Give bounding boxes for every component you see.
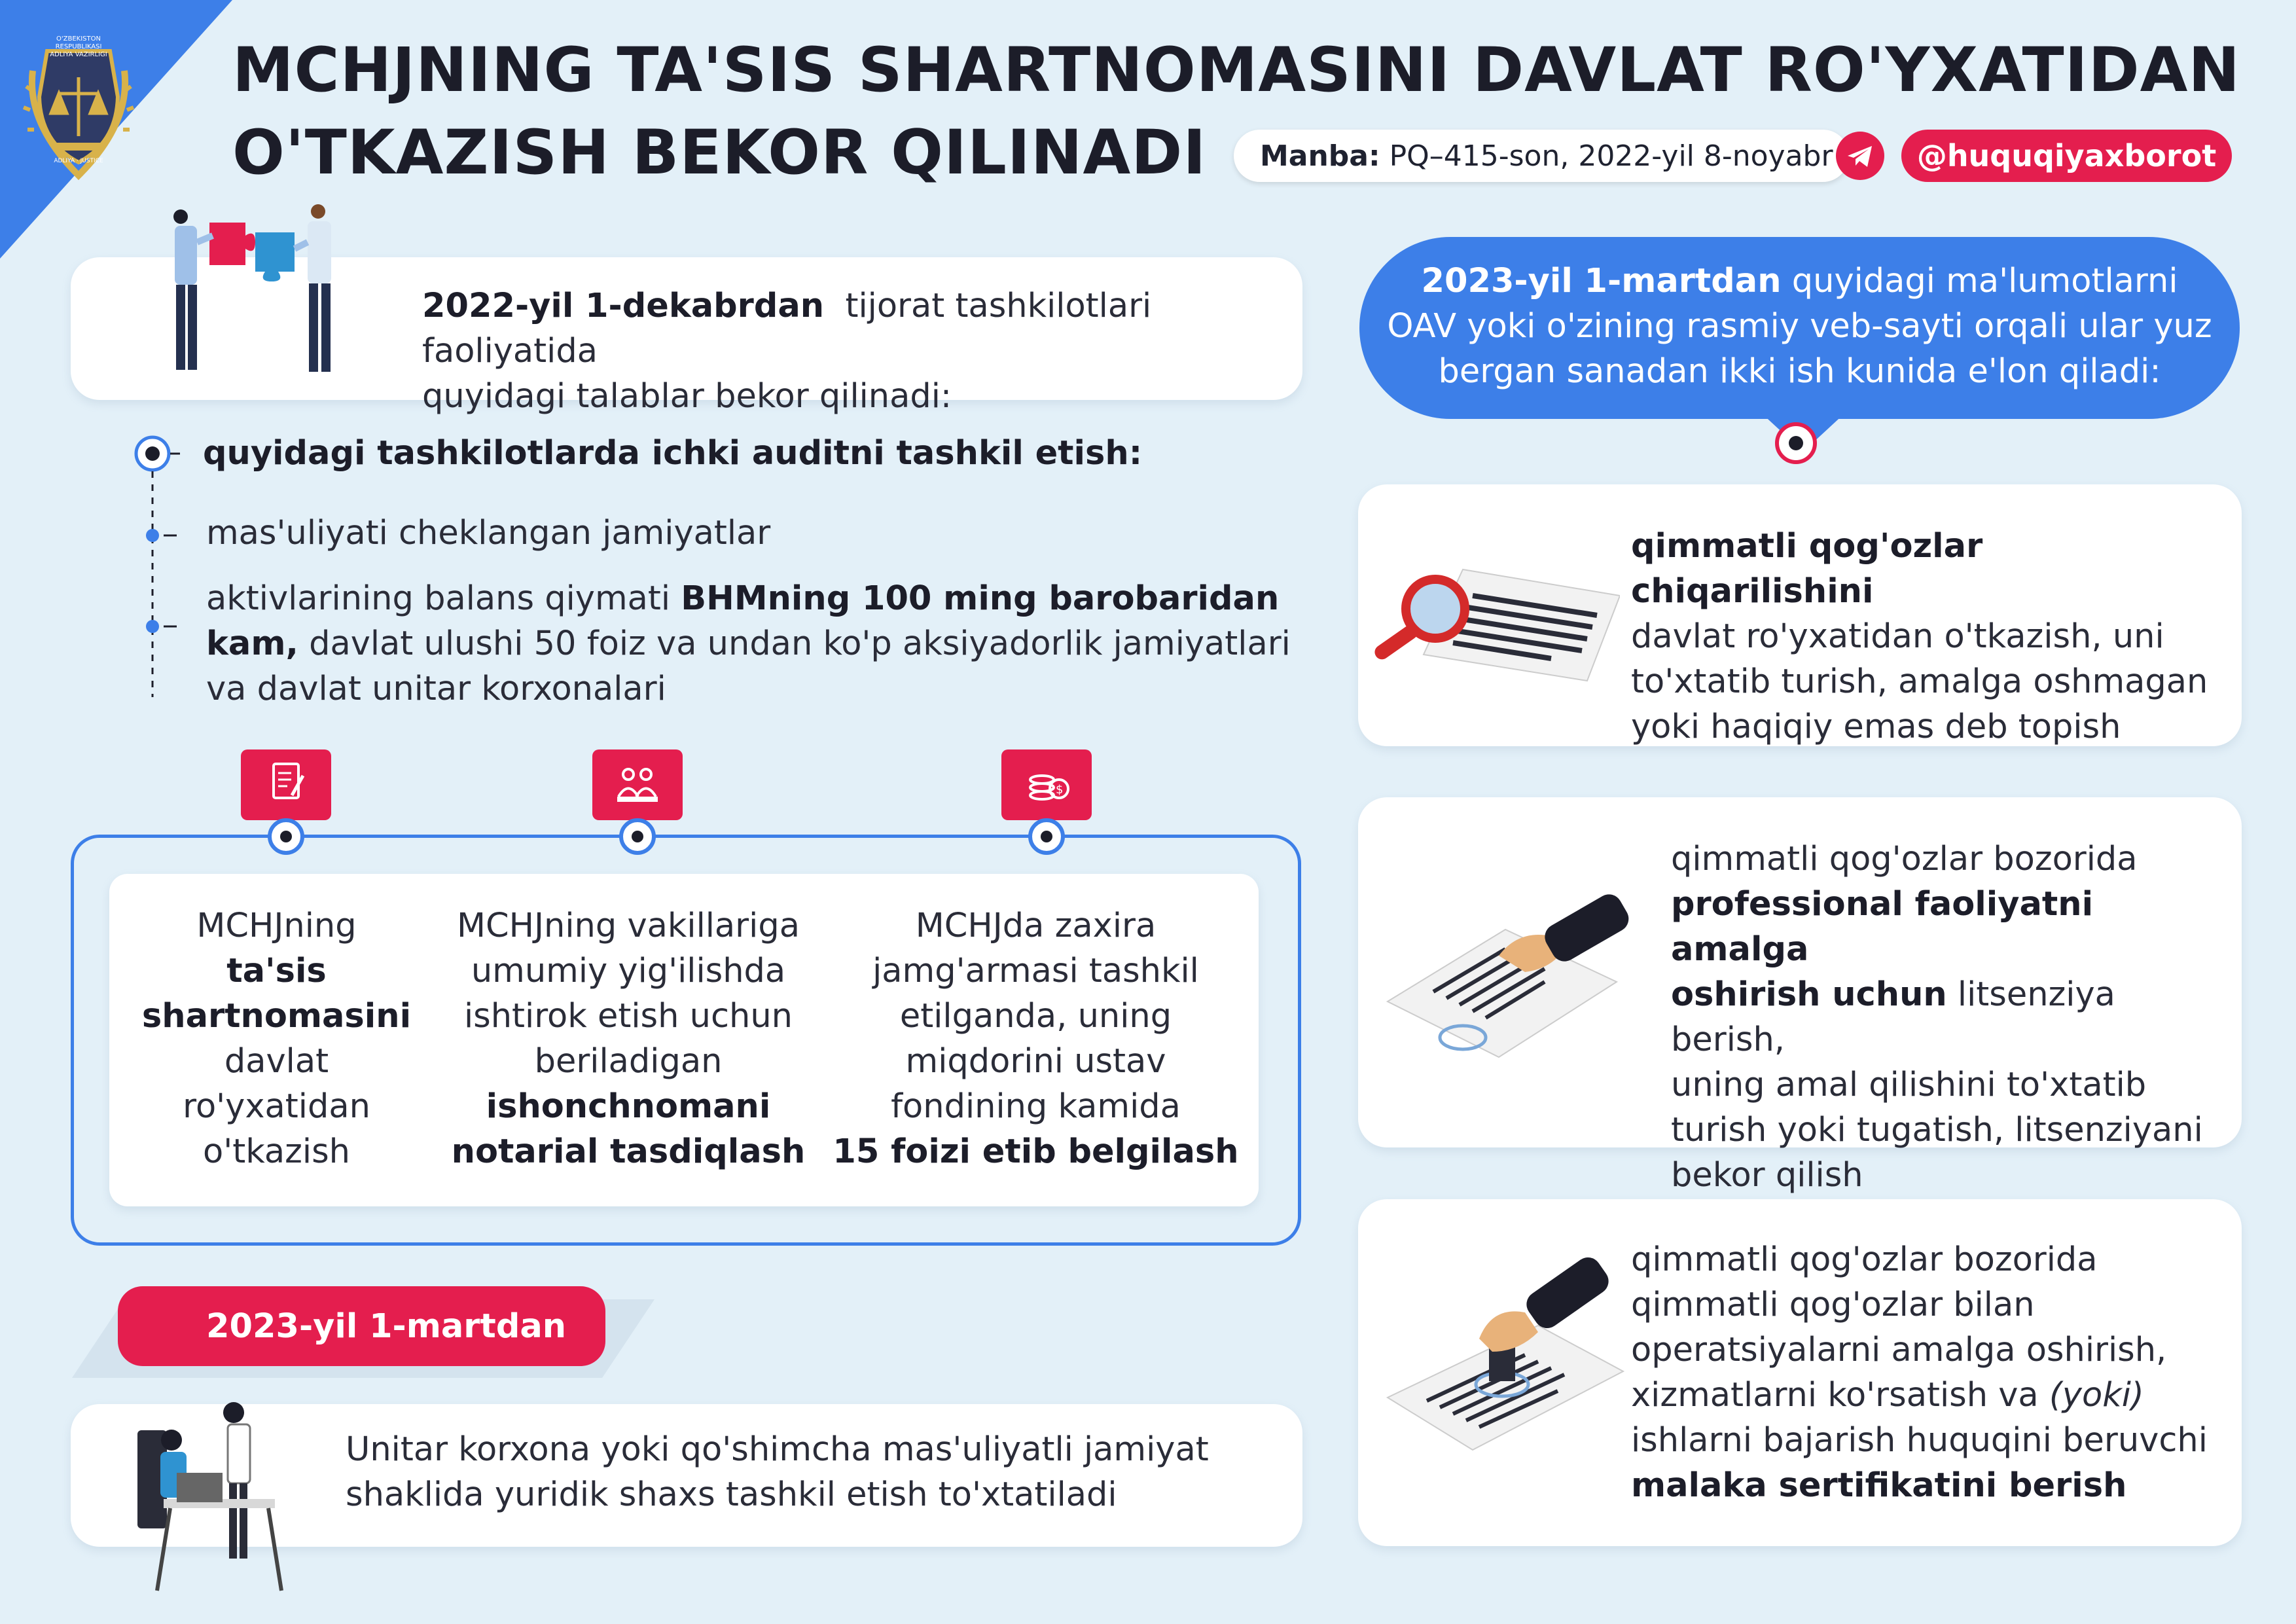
handshake-document-illustration	[1374, 884, 1649, 1093]
card3-l5: ishlarni bajarish huquqini beruvchi	[1631, 1421, 2208, 1460]
col2-l3: ishtirok etish uchun	[463, 997, 793, 1036]
audit-item2-bold-b: kam,	[206, 624, 298, 663]
magnifier-document-illustration	[1358, 543, 1620, 694]
column-1-text	[131, 903, 422, 1174]
card3-l1: qimmatli qog'ozlar bozorida	[1631, 1240, 2098, 1279]
card1-l3: yoki haqiqiy emas deb topish	[1631, 708, 2121, 746]
column-marker-3	[1028, 818, 1065, 855]
intro-text-a: tijorat tashkilotlari faoliyatida	[422, 287, 1152, 370]
bubble-c: bergan sanadan ikki ish kunida e'lon qiladi:	[1438, 352, 2161, 391]
col1-l1: MCHJning	[196, 907, 357, 945]
audit-heading: quyidagi tashkilotlarda ichki auditni tashkil etish:	[203, 434, 1143, 473]
channel-badge[interactable]	[1901, 130, 2232, 182]
audit-item2-pre: aktivlarining balans qiymati	[206, 579, 671, 618]
col2-l4: beriladigan	[534, 1042, 723, 1081]
col3-l2: jamg'armasi tashkil	[872, 952, 1199, 990]
logo-text-2: ADLIYA VAZIRLIGI	[50, 51, 107, 58]
card1-l2: to'xtatib turish, amalga oshmagan	[1631, 662, 2208, 701]
unitar-text-a: Unitar korxona yoki qo'shimcha mas'uliyatli jamiyat	[346, 1430, 1209, 1469]
card2-b2: oshirish uchun	[1671, 975, 1947, 1014]
col2-b2: notarial tasdiqlash	[451, 1132, 806, 1171]
stamp-document-illustration	[1361, 1254, 1643, 1476]
col3-l4: miqdorini ustav	[905, 1042, 1166, 1081]
card3-l2: qimmatli qog'ozlar bilan	[1631, 1286, 2035, 1324]
col1-l2: davlat	[224, 1042, 329, 1081]
card2-l2: litsenziya berish,	[1671, 975, 2115, 1059]
audit-timeline	[131, 435, 196, 704]
telegram-icon[interactable]	[1836, 132, 1884, 180]
card2-l5: bekor qilish	[1671, 1156, 1863, 1195]
title-line-1: MCHJNING TA'SIS SHARTNOMASINI DAVLAT RO'YXATIDAN	[232, 35, 2241, 106]
march-label-text: 2023-yil 1-martdan	[206, 1307, 567, 1346]
card2-l3: uning amal qilishini to'xtatib	[1671, 1066, 2147, 1104]
card3-i1: (yoki)	[2049, 1376, 2144, 1415]
intro-date: 2022-yil 1-dekabrdan	[422, 287, 825, 325]
card3-l4: xizmatlarni ko'rsatish va	[1631, 1376, 2039, 1415]
card3-l3: operatsiyalarni amalga oshirish,	[1631, 1331, 2167, 1369]
bubble-pointer-dot	[1775, 422, 1817, 464]
ministry-logo	[20, 31, 137, 182]
card1-b1: qimmatli qog'ozlar chiqarilishini	[1631, 527, 1983, 611]
card2-l1: qimmatli qog'ozlar bozorida	[1671, 840, 2138, 878]
card1-text	[1631, 524, 2233, 749]
card2-l4: turish yoki tugatish, litsenziyani	[1671, 1111, 2203, 1149]
column-2-text	[432, 903, 825, 1174]
svg-text:$: $	[1056, 783, 1064, 797]
col2-l1: MCHJning vakillariga	[457, 907, 800, 945]
puzzle-people-illustration	[147, 196, 363, 383]
col2-l2: umumiy yig'ilishda	[471, 952, 786, 990]
col2-b1: ishonchnomani	[486, 1087, 771, 1126]
channel-handle: @huquqiyaxborot	[1916, 138, 2217, 173]
audit-item-1: mas'uliyati cheklangan jamiyatlar	[206, 514, 771, 552]
bubble-text	[1359, 259, 2240, 394]
audit-item2-rest-a: davlat ulushi 50 foiz va undan ko'p aksiyadorlik jamiyatlari	[309, 624, 1291, 663]
audit-item-2	[206, 576, 1319, 712]
column-marker-1	[268, 818, 304, 855]
column-3-text	[831, 903, 1240, 1174]
col3-l5: fondining kamida	[891, 1087, 1181, 1126]
col3-l1: MCHJda zaxira	[915, 907, 1157, 945]
col1-l3: ro'yxatidan	[183, 1087, 370, 1126]
bubble-a: quyidagi ma'lumotlarni	[1791, 262, 2178, 300]
source-text: PQ–415-son, 2022-yil 8-noyabr	[1389, 139, 1833, 173]
unitar-text	[346, 1427, 1282, 1517]
card2-b1: professional faoliyatni amalga	[1671, 885, 2094, 969]
source-label: Manba:	[1260, 139, 1380, 173]
march-label	[118, 1286, 605, 1366]
card2-text	[1671, 837, 2234, 1198]
col3-b1: 15 foizi etib belgilash	[833, 1132, 1239, 1171]
intro-text-b: quyidagi talablar bekor qilinadi:	[422, 377, 952, 416]
col1-l4: o'tkazish	[203, 1132, 350, 1171]
logo-text-3: ADLIYA · JUSTICE	[54, 158, 103, 164]
meeting-people-icon	[592, 749, 683, 820]
audit-item2-rest-b: va davlat unitar korxonalari	[206, 670, 666, 708]
col3-l3: etilganda, uning	[899, 997, 1172, 1036]
column-marker-2	[619, 818, 656, 855]
card3-text	[1631, 1237, 2233, 1508]
audit-item2-bold-a: BHMning 100 ming barobaridan	[681, 579, 1280, 618]
document-check-icon	[241, 749, 331, 820]
card3-b1: malaka sertifikatini berish	[1631, 1466, 2127, 1505]
col1-b2: shartnomasini	[141, 997, 412, 1036]
col1-b1: ta'sis	[226, 952, 327, 990]
unitar-text-b: shaklida yuridik shaxs tashkil etish to'xtatiladi	[346, 1475, 1117, 1514]
logo-text-1: O'ZBEKISTON RESPUBLIKASI	[55, 35, 102, 50]
source-pill	[1234, 130, 1849, 182]
intro-text	[422, 283, 1286, 419]
money-coins-icon	[1001, 749, 1092, 820]
card1-l1: davlat ro'yxatidan o'tkazish, uni	[1631, 617, 2164, 656]
bubble-date: 2023-yil 1-martdan	[1421, 262, 1782, 300]
title-line-2: O'TKAZISH BEKOR QILINADI	[232, 117, 1207, 189]
bubble-b: OAV yoki o'zining rasmiy veb-sayti orqali ular yuz	[1387, 307, 2212, 346]
office-work-illustration	[131, 1401, 314, 1597]
